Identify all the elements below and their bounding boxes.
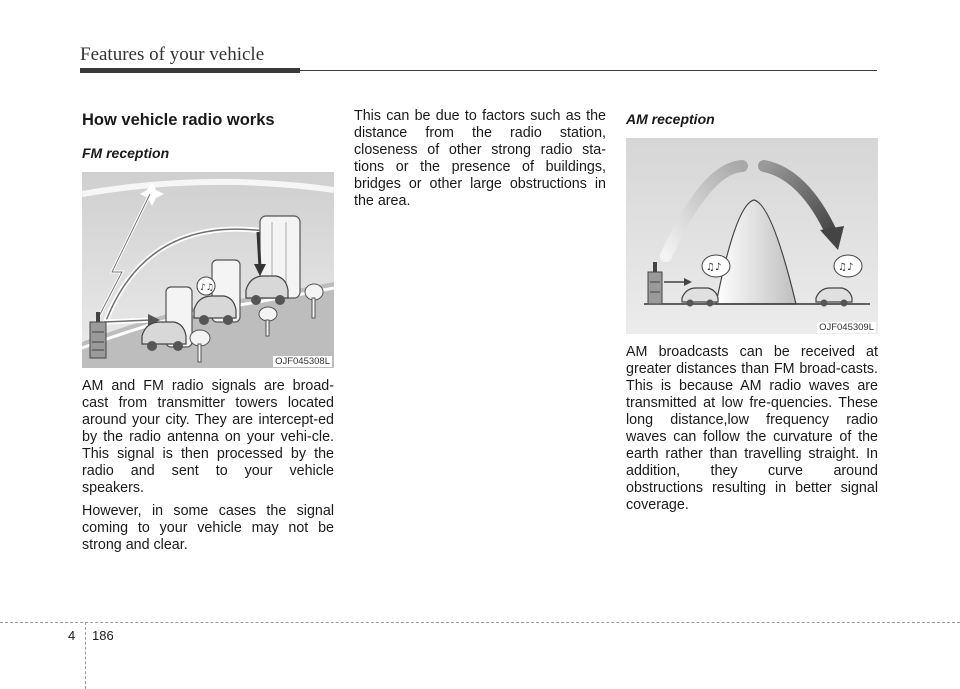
am-heading: AM reception (626, 111, 715, 127)
fm-paragraph-2: However, in some cases the signal coming to your vehicle may not be strong and clear. (82, 503, 334, 553)
chapter-number: 4 (68, 628, 76, 643)
column-middle (354, 108, 606, 216)
am-paragraph-1: AM broadcasts can be received at greater distances than FM broad-casts. This is because AM radio waves are transmitted at low fre-quencies. These long distance,low frequency radio waves can follow the curvature of the earth rather than travelling straight. In addition, they curve around obstructions resulting in better signal coverage. (626, 344, 878, 513)
am-reception-illustration (626, 138, 878, 334)
column-left (82, 108, 334, 560)
footer-divider (85, 622, 86, 689)
section-title: How vehicle radio works (82, 111, 275, 129)
am-figure-code: OJF045309L (819, 322, 874, 333)
svg-text:♫♪: ♫♪ (838, 262, 854, 273)
header-rule-thick (80, 68, 300, 73)
fm-figure-code: OJF045308L (275, 356, 330, 367)
page-header-title: Features of your vehicle (80, 44, 265, 65)
fm-paragraph-1: AM and FM radio signals are broad-cast from transmitter towers located around your city. They are intercept-ed by the radio antenna on your vehi-cle. This signal is then processed by the radio and sent to your vehicle speakers. (82, 378, 334, 496)
fm-paragraph-3: This can be due to factors such as the distance from the radio station, closeness of other strong radio sta-tions or the presence of buildings, bridges or other large obstructions in the area. (354, 108, 606, 209)
fm-reception-illustration (82, 172, 334, 368)
fm-reception-figure (82, 172, 334, 368)
am-reception-figure (626, 138, 878, 334)
header-rule (80, 68, 877, 74)
svg-text:♪♫: ♪♫ (200, 283, 214, 293)
fm-heading: FM reception (82, 145, 170, 161)
column-right (626, 108, 878, 520)
header-rule-thin (300, 70, 877, 71)
page-number: 186 (92, 628, 114, 643)
svg-text:♫♪: ♫♪ (706, 262, 722, 273)
footer-rule (0, 622, 960, 623)
